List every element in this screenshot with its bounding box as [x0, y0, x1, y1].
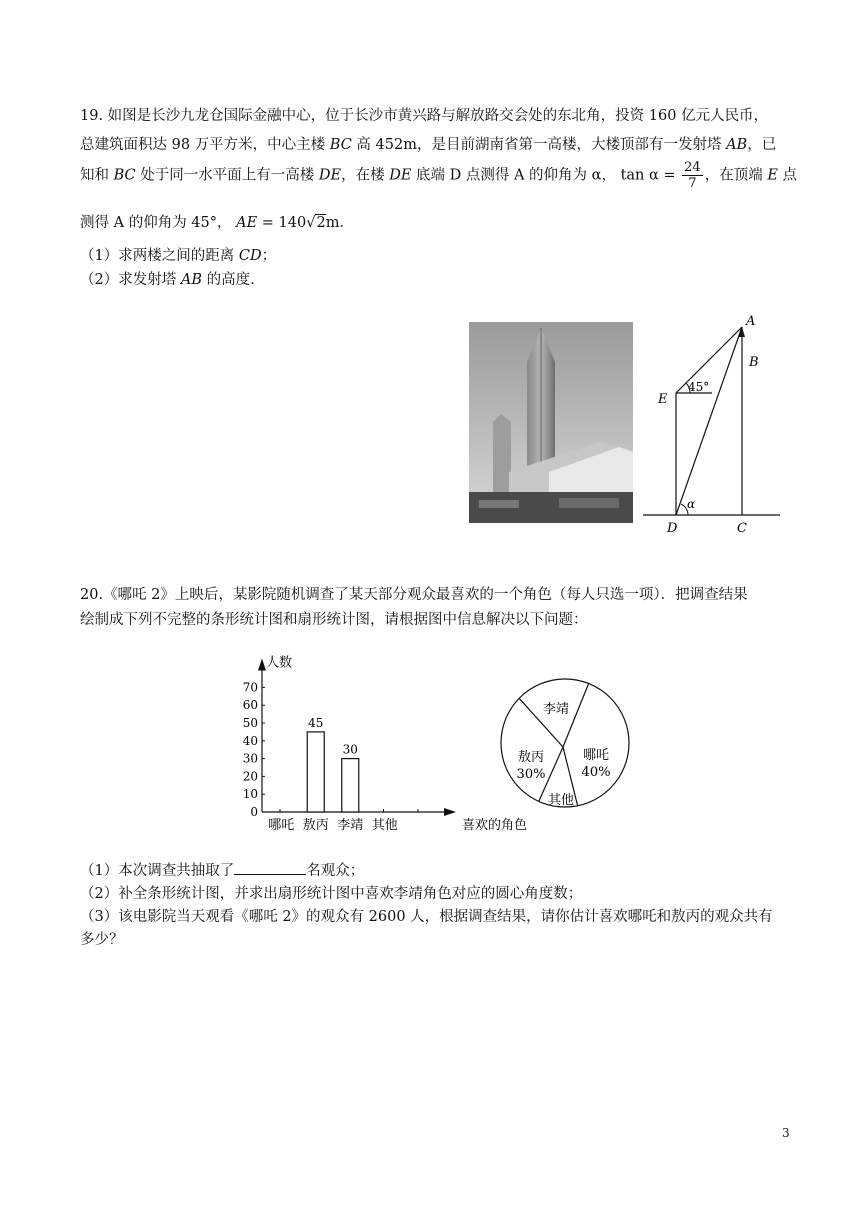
q19-var: E: [767, 167, 778, 184]
q20-line-1: [80, 583, 748, 604]
tan-fraction: [682, 160, 703, 191]
x-tick-label: 其他: [371, 818, 398, 833]
building-photo: [469, 322, 633, 523]
q19-var: AB: [726, 137, 748, 153]
page-number: 3: [782, 1126, 790, 1140]
q19-sub-2: [80, 268, 265, 289]
q19-text: 总建筑面积达 98 万平方米，中心主楼: [80, 137, 330, 153]
label-45: 45°: [688, 380, 710, 394]
fraction-numerator: 24: [684, 160, 701, 175]
y-tick-label: 60: [242, 698, 258, 713]
q19-text: 知和: [80, 167, 114, 184]
bar: [307, 732, 324, 812]
q20-sub-2: [80, 882, 582, 903]
q20-sub-3: [80, 905, 773, 926]
ae-unit: m．: [325, 215, 354, 231]
q20-text-2: 绘制成下列不完整的条形统计图和扇形统计图，请根据图中信息解决以下问题：: [80, 612, 588, 628]
sqrt-symbol: √: [306, 215, 316, 231]
bar: [342, 759, 359, 812]
pie-slice-percent: 40%: [581, 765, 611, 780]
sqrt-radicand: 2: [316, 215, 326, 231]
y-tick-label: 70: [242, 680, 258, 695]
y-axis-label: 人数: [266, 655, 293, 671]
q19-sub-1: [80, 244, 276, 265]
q19-sub-text: （2）求发射塔: [80, 272, 181, 288]
pie-slice-label: 哪吒: [582, 748, 610, 763]
q19-var: DE: [389, 167, 412, 184]
geometry-diagram: [640, 310, 790, 538]
q20-sub-text: （2）补全条形统计图，并求出扇形统计图中喜欢李靖角色对应的圆心角度数；: [80, 886, 583, 902]
label-a: A: [746, 314, 756, 329]
pie-slice-percent: 30%: [516, 767, 546, 782]
x-tick-label: 哪吒: [268, 818, 295, 833]
label-b: B: [749, 355, 759, 370]
y-axis-arrow-icon: [258, 659, 266, 671]
q19-var: BC: [329, 137, 352, 153]
q19-var: AB: [180, 272, 202, 288]
y-tick-label: 20: [242, 769, 258, 784]
y-tick-label: 0: [250, 805, 258, 819]
x-axis-arrow-icon: [444, 808, 456, 816]
q19-number: 19.: [80, 108, 104, 124]
bar-data-label: 30: [342, 742, 358, 757]
q20-number: 20.: [80, 587, 104, 603]
q19-line-1: [80, 104, 768, 125]
label-d: D: [667, 521, 678, 536]
bar-chart: [225, 645, 528, 840]
x-tick-label: 李靖: [337, 818, 364, 833]
q19-text: 处于同一水平面上有一高楼: [135, 167, 319, 184]
q19-line-4: [80, 211, 354, 232]
q20-text-1: 《哪吒 2》上映后，某影院随机调查了某天部分观众最喜欢的一个角色（每人只选一项）．把调查结果: [103, 587, 748, 603]
q19-var: DE: [318, 167, 342, 184]
q19-text-1: 如图是长沙九龙仓国际金融中心，位于长沙市黄兴路与解放路交会处的东北角，投资 160 亿元人民币，: [107, 108, 769, 124]
bar-data-label: 45: [308, 715, 324, 730]
q19-text: 底端 D 点测得 A 的仰角为 α，: [411, 167, 616, 184]
y-tick-label: 10: [242, 787, 258, 802]
q19-line-3: [80, 160, 797, 191]
q19-var: BC: [113, 167, 136, 184]
q20-sub-text: 多少？: [80, 932, 124, 948]
label-alpha: α: [687, 497, 696, 511]
q19-line-2: [80, 133, 776, 154]
y-tick-label: 40: [242, 733, 258, 748]
q20-line-2: [80, 608, 588, 629]
q19-text: 点: [777, 167, 798, 184]
q20-sub-1: [80, 859, 364, 880]
x-axis-label: 喜欢的角色: [462, 818, 528, 833]
pie-slice-label: 其他: [547, 793, 575, 808]
answer-blank[interactable]: [234, 862, 306, 875]
pie-slice-label: 敖丙: [517, 750, 545, 765]
q19-text: 测得 A 的仰角为 45°，: [80, 215, 232, 231]
pie-chart: [498, 668, 638, 818]
q19-text: 高 452m，是目前湖南省第一高楼，大楼顶部有一发射塔: [351, 137, 727, 153]
line-da: [676, 327, 742, 515]
q20-sub-3b: [80, 928, 124, 949]
fraction-denominator: 7: [688, 176, 697, 191]
q19-var: CD: [238, 248, 262, 264]
q20-sub-text: （3）该电影院当天观看《哪吒 2》的观众有 2600 人，根据调查结果，请你估计喜欢哪吒和敖丙的观众共有: [80, 909, 773, 925]
tan-label: tan α =: [620, 167, 676, 184]
q19-sub-text: ；: [261, 248, 277, 264]
ae-value: = 140: [257, 215, 307, 231]
q19-text: ，已: [747, 137, 777, 153]
label-c: C: [737, 521, 747, 536]
q19-text: ，在楼: [341, 167, 390, 184]
pie-slice-label: 李靖: [542, 702, 570, 717]
q19-text: ，在顶端: [704, 167, 768, 184]
ae-label: AE: [236, 215, 258, 231]
q19-sub-text: （1）求两楼之间的距离: [80, 248, 239, 264]
y-tick-label: 50: [242, 716, 258, 730]
q20-sub-text: （1）本次调查共抽取了: [80, 863, 235, 879]
q19-sub-text: 的高度．: [201, 272, 265, 288]
q20-sub-text: 名观众；: [306, 863, 365, 879]
y-tick-label: 30: [242, 751, 258, 766]
label-e: E: [658, 392, 668, 407]
x-tick-label: 敖丙: [302, 818, 329, 833]
